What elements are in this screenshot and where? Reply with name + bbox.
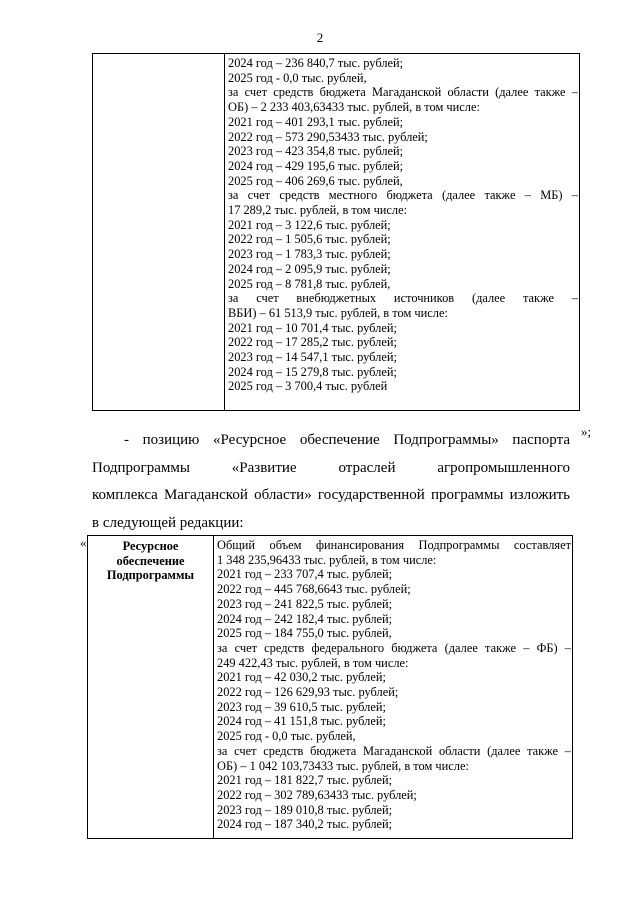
funding-line: 2022 год – 1 505,6 тыс. рублей; bbox=[228, 232, 391, 247]
funding-line: 2021 год – 10 701,4 тыс. рублей; bbox=[228, 320, 397, 335]
funding-line: 249 422,43 тыс. рублей, в том числе: bbox=[217, 655, 409, 670]
funding-line: 2022 год – 445 768,6643 тыс. рублей; bbox=[217, 582, 411, 597]
funding-line: 2025 год - 0,0 тыс. рублей, bbox=[228, 70, 367, 85]
funding-line: 2024 год – 429 195,6 тыс. рублей; bbox=[228, 158, 404, 173]
funding-line: 2024 год – 15 279,8 тыс. рублей; bbox=[228, 364, 397, 379]
paragraph-line: Подпрограммы «Развитие отраслей агропромышленного bbox=[92, 459, 570, 476]
funding-line: 2022 год – 302 789,63433 тыс. рублей; bbox=[217, 787, 417, 802]
funding-line: 2023 год – 189 010,8 тыс. рублей; bbox=[217, 802, 393, 817]
funding-line: Общий объем финансирования Подпрограммы составляет bbox=[217, 538, 571, 552]
closing-quote: »; bbox=[581, 424, 592, 439]
funding-line: 2021 год – 3 122,6 тыс. рублей; bbox=[228, 217, 391, 232]
funding-line: 2022 год – 17 285,2 тыс. рублей; bbox=[228, 335, 397, 350]
funding-line: за счет средств бюджета Магаданской области (далее также – bbox=[217, 743, 571, 758]
funding-lines bbox=[214, 536, 572, 832]
paragraph-line: комплекса Магаданской области» государственной программы изложить bbox=[92, 487, 570, 503]
funding-line: 2023 год – 241 822,5 тыс. рублей; bbox=[217, 596, 393, 611]
funding-line: 2023 год – 1 783,3 тыс. рублей; bbox=[228, 247, 391, 262]
funding-line: 2025 год – 3 700,4 тыс. рублей bbox=[228, 379, 388, 394]
funding-line: 2025 год – 406 269,6 тыс. рублей, bbox=[228, 173, 403, 188]
resource-table-continued bbox=[92, 53, 580, 411]
funding-line: 2024 год – 41 151,8 тыс. рублей; bbox=[217, 714, 386, 729]
funding-line: 2024 год – 2 095,9 тыс. рублей; bbox=[228, 261, 391, 276]
funding-line: 2023 год – 14 547,1 тыс. рублей; bbox=[228, 350, 397, 365]
funding-line: за счет средств местного бюджета (далее также – МБ) – bbox=[228, 188, 578, 203]
funding-line: ОБ) – 2 233 403,63433 тыс. рублей, в том числе: bbox=[228, 100, 480, 115]
funding-line: ВБИ) – 61 513,9 тыс. рублей, в том числе: bbox=[228, 305, 448, 320]
funding-line: за счет средств бюджета Магаданской области (далее также – bbox=[228, 85, 578, 100]
funding-line: за счет внебюджетных источников (далее также – bbox=[228, 291, 578, 306]
opening-quote: « bbox=[80, 535, 87, 550]
funding-line: 1 348 235,96433 тыс. рублей, в том числе: bbox=[217, 552, 437, 567]
table-value-cell bbox=[214, 536, 573, 839]
funding-line: 2025 год – 8 781,8 тыс. рублей, bbox=[228, 276, 391, 291]
funding-line: ОБ) – 1 042 103,73433 тыс. рублей, в том числе: bbox=[217, 758, 469, 773]
funding-line: 2025 год - 0,0 тыс. рублей, bbox=[217, 729, 356, 744]
funding-line: 2021 год – 401 293,1 тыс. рублей; bbox=[228, 114, 404, 129]
table-value-cell bbox=[225, 54, 580, 411]
funding-line: 2021 год – 233 707,4 тыс. рублей; bbox=[217, 567, 393, 582]
funding-line: 17 289,2 тыс. рублей, в том числе: bbox=[228, 203, 408, 218]
funding-lines bbox=[225, 54, 579, 394]
funding-line: 2021 год – 42 030,2 тыс. рублей; bbox=[217, 670, 386, 685]
funding-line: 2021 год – 181 822,7 тыс. рублей; bbox=[217, 773, 393, 788]
funding-line: 2024 год – 236 840,7 тыс. рублей; bbox=[228, 56, 404, 70]
funding-line: 2025 год – 184 755,0 тыс. рублей, bbox=[217, 626, 392, 641]
amendment-paragraph bbox=[92, 427, 570, 537]
paragraph-line: в следующей редакции: bbox=[92, 514, 244, 531]
funding-line: за счет средств федерального бюджета (далее также – ФБ) – bbox=[217, 640, 571, 655]
funding-line: 2024 год – 242 182,4 тыс. рублей; bbox=[217, 611, 393, 626]
page-number: 2 bbox=[316, 30, 324, 45]
table-label-cell: Ресурсное обеспечение Подпрограммы bbox=[88, 536, 214, 839]
resource-table-new bbox=[87, 535, 573, 839]
funding-line: 2022 год – 573 290,53433 тыс. рублей; bbox=[228, 129, 428, 144]
table-label-cell-empty bbox=[93, 54, 225, 411]
funding-line: 2023 год – 39 610,5 тыс. рублей; bbox=[217, 699, 386, 714]
paragraph-line: - позицию «Ресурсное обеспечение Подпрограммы» паспорта bbox=[124, 432, 570, 448]
funding-line: 2024 год – 187 340,2 тыс. рублей; bbox=[217, 817, 393, 832]
funding-line: 2023 год – 423 354,8 тыс. рублей; bbox=[228, 144, 404, 159]
funding-line: 2022 год – 126 629,93 тыс. рублей; bbox=[217, 685, 399, 700]
